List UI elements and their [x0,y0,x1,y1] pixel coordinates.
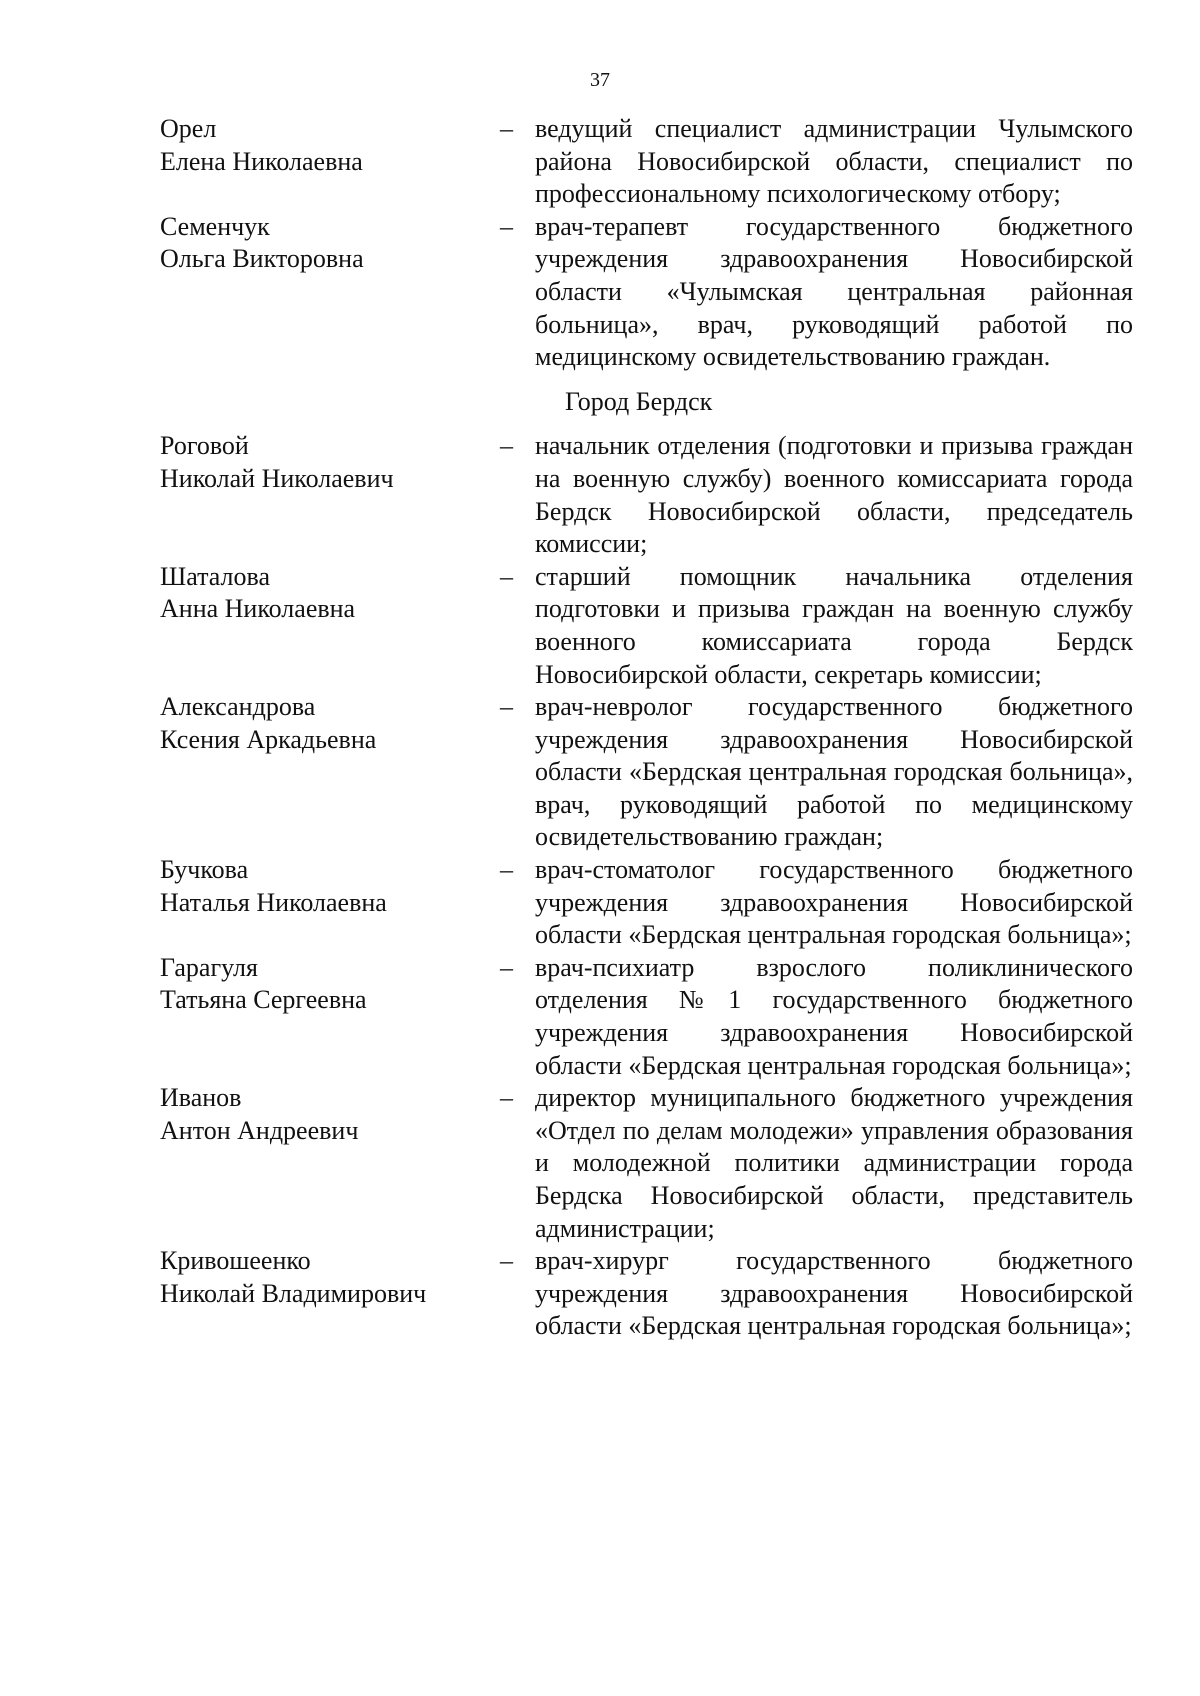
member-surname: Орел [160,114,217,143]
entry-dash: – [500,114,513,143]
entry-dash: – [500,431,513,461]
member-given-names: Наталья Николаевна [160,887,387,917]
member-position: врач-стоматолог государственного бюджетного учреждения здравоохранения Новосибирской области «Бердская центральная городская больница»; [535,855,1133,950]
member-surname: Шаталова [160,561,270,591]
member-given-names: Ольга Викторовна [160,244,364,274]
commission-member-list [160,113,1140,1343]
member-entry [160,854,1140,952]
member-name [160,1245,500,1310]
member-name [160,211,500,276]
entry-dash: – [500,211,513,241]
member-entry [160,561,1140,691]
member-entry [160,1082,1140,1245]
member-name [160,1082,500,1147]
member-name [160,113,500,178]
member-position: начальник отделения (подготовки и призыва граждан на военную службу) военного комиссариата города Бердск Новосибирской области, председатель комиссии; [535,431,1133,559]
member-given-names: Ксения Аркадьевна [160,724,377,754]
member-surname: Бучкова [160,855,249,885]
member-given-names: Антон Андреевич [160,1115,359,1145]
member-position: врач-хирург государственного бюджетного учреждения здравоохранения Новосибирской области «Бердская центральная городская больница»; [535,1246,1133,1341]
section-heading: Город Бердск [565,386,713,416]
member-given-names: Татьяна Сергеевна [160,985,367,1015]
entry-dash: – [500,561,513,591]
member-position: директор муниципального бюджетного учреждения «Отдел по делам молодежи» управления образования и молодежной политики администрации города Бердска Новосибирской области, представитель администрации; [535,1083,1133,1243]
member-entry [160,113,1140,211]
entry-dash: – [500,952,513,982]
entry-dash: – [500,692,513,722]
member-given-names: Николай Владимирович [160,1278,427,1308]
entry-dash: – [500,1246,513,1276]
member-position: врач-терапевт государственного бюджетного учреждения здравоохранения Новосибирской области «Чулымская центральная районная больница», врач, руководящий работой по медицинскому освидетельствованию граждан. [535,211,1133,372]
member-name [160,561,500,626]
member-surname: Семенчук [160,211,270,241]
member-given-names: Николай Николаевич [160,463,394,493]
member-surname: Роговой [160,431,249,461]
member-entry [160,1245,1140,1343]
member-name [160,430,500,495]
member-entry [160,952,1140,1082]
page-number: 37 [590,69,610,91]
member-given-names: Елена Николаевна [160,146,363,176]
member-entry [160,691,1140,854]
member-surname: Александрова [160,692,316,722]
member-position: ведущий специалист администрации Чулымского района Новосибирской области, специалист по профессиональному психологическому отбору; [535,114,1133,209]
member-name [160,691,500,756]
member-surname: Гарагуля [160,952,258,982]
member-surname: Иванов [160,1083,242,1113]
member-name [160,952,500,1017]
entry-dash: – [500,1083,513,1113]
member-position: врач-невролог государственного бюджетного учреждения здравоохранения Новосибирской области «Бердская центральная городская больница», врач, руководящий работой по медицинскому освидетельствованию граждан; [535,692,1133,852]
member-surname: Кривошеенко [160,1246,311,1276]
member-given-names: Анна Николаевна [160,594,356,624]
member-position: старший помощник начальника отделения подготовки и призыва граждан на военную службу военного комиссариата города Бердск Новосибирской области, секретарь комиссии; [535,561,1133,689]
member-name [160,854,500,919]
entry-dash: – [500,855,513,885]
member-entry [160,430,1140,560]
member-entry [160,211,1140,374]
member-position: врач-психиатр взрослого поликлинического отделения №1 государственного бюджетного учреждения здравоохранения Новосибирской области «Бердская центральная городская больница»; [535,952,1133,1080]
